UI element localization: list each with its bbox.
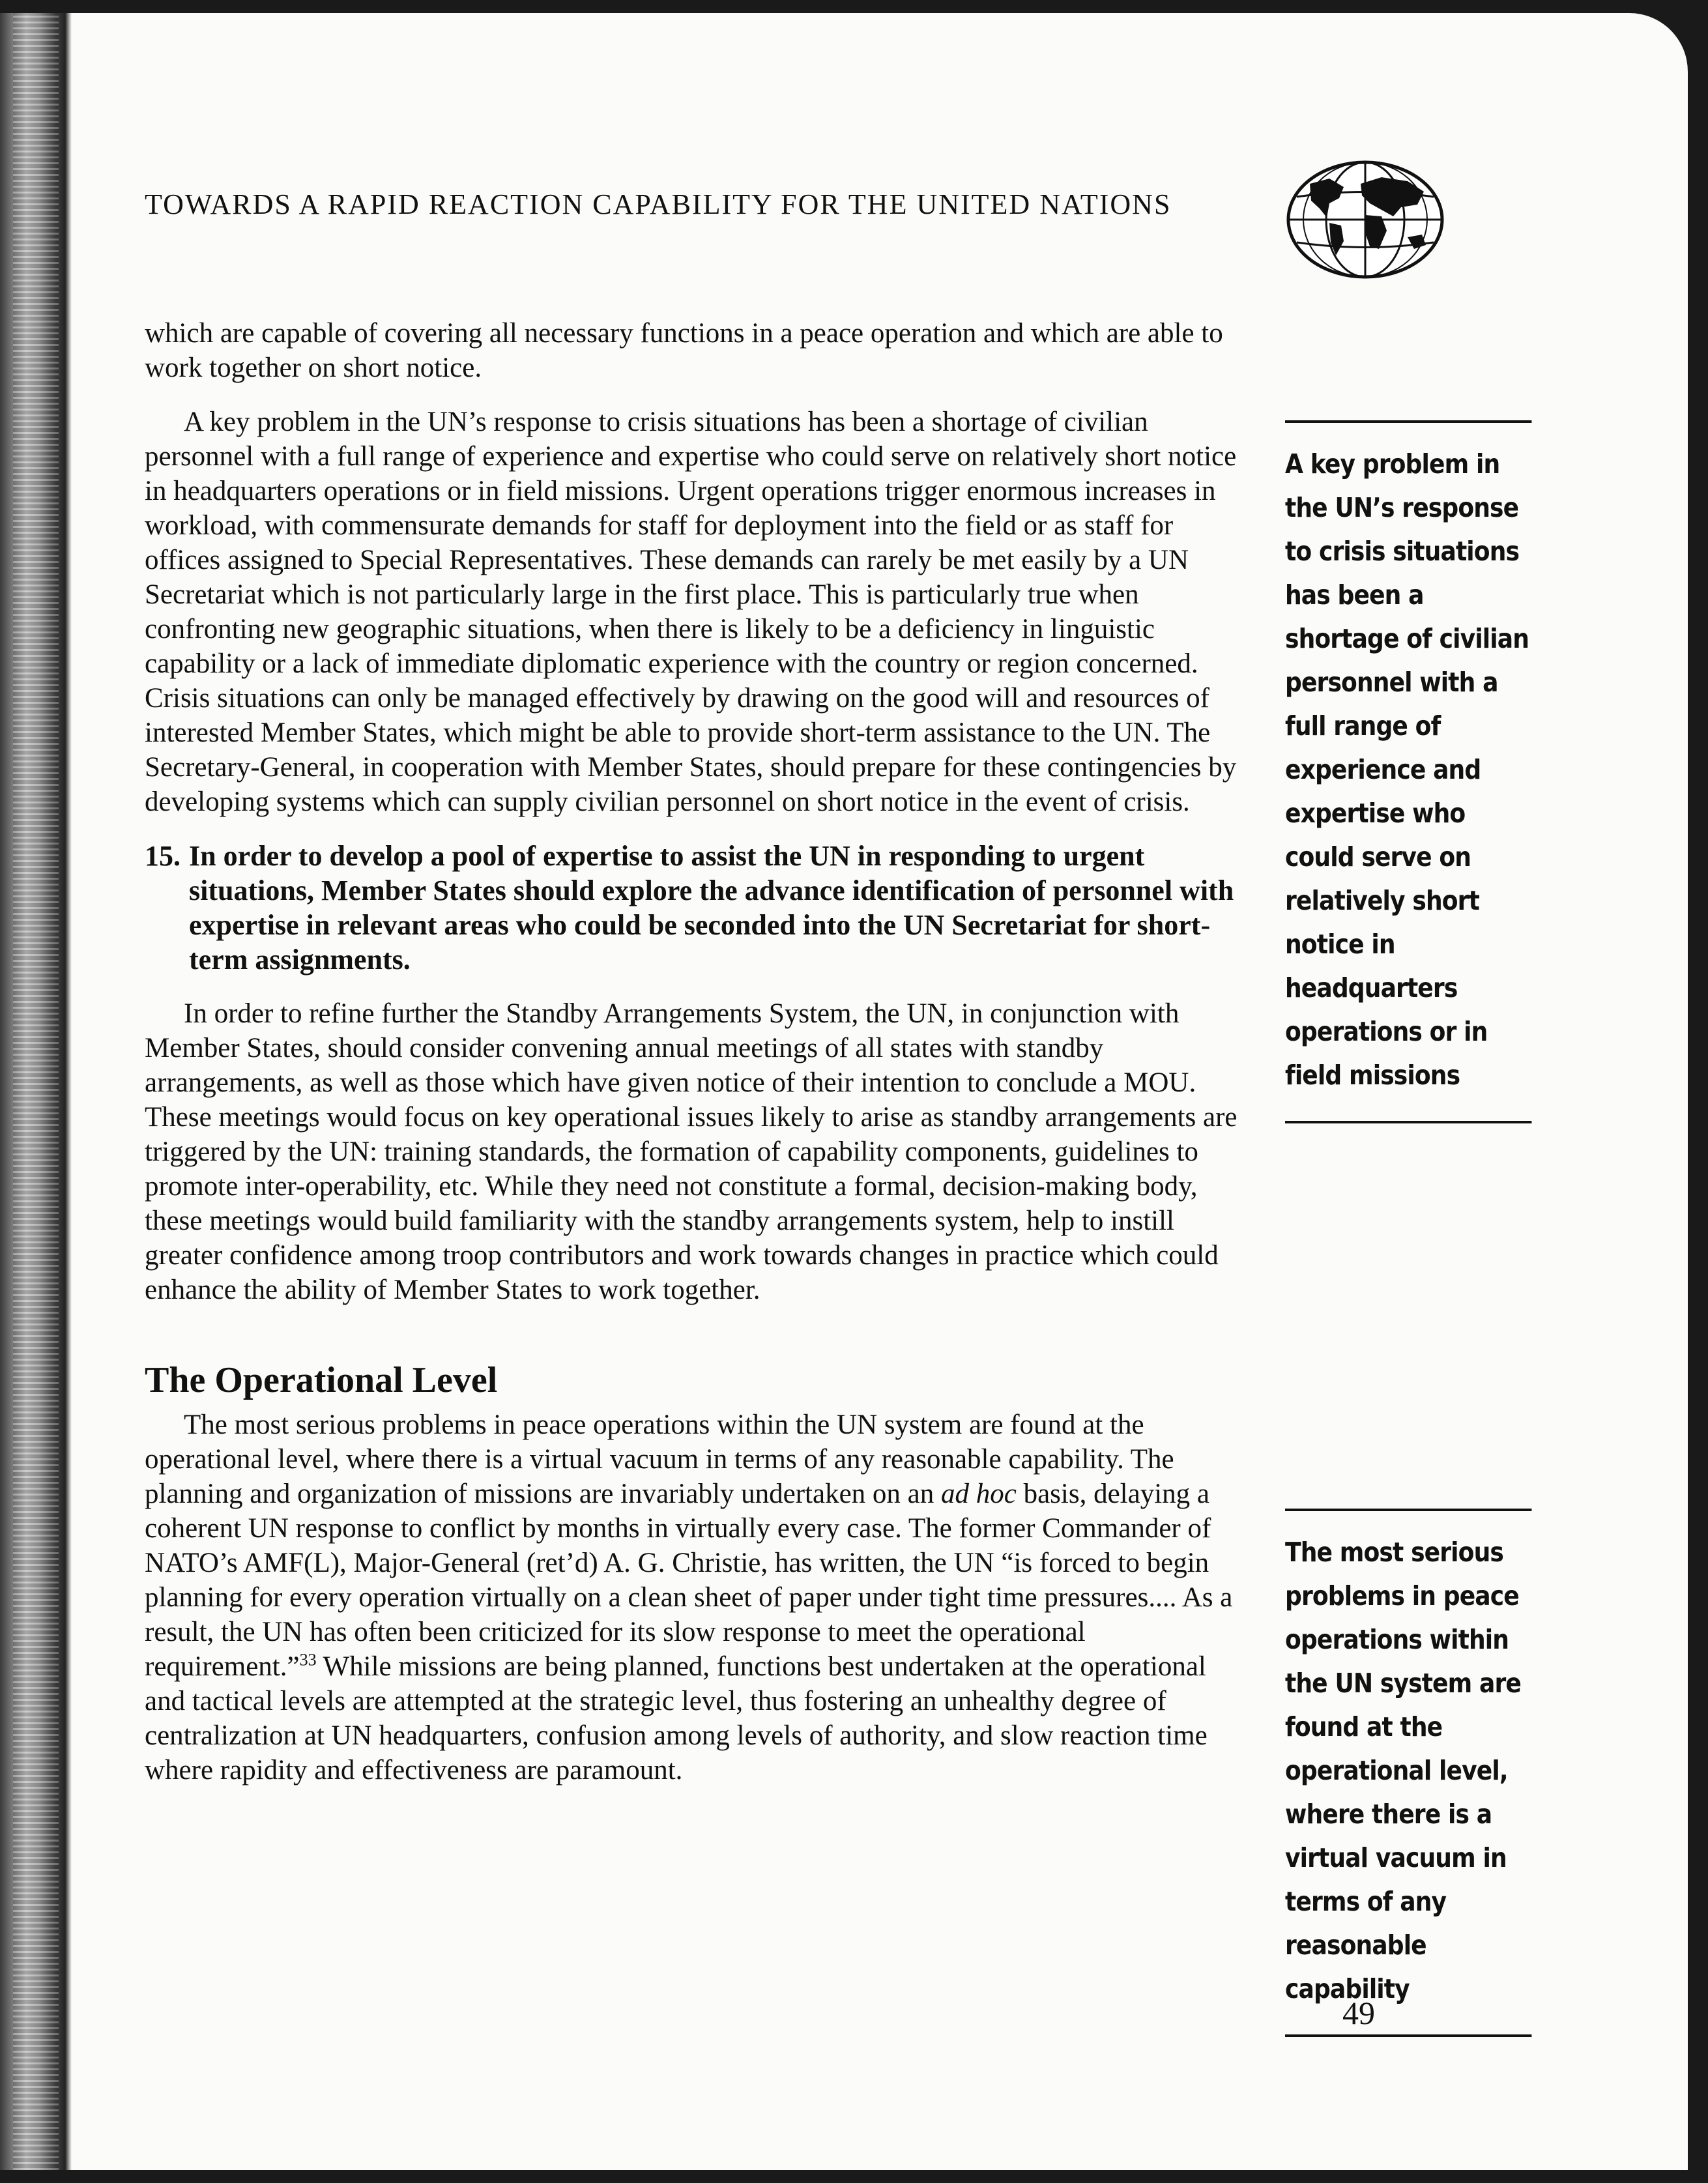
paragraph-key-problem: A key problem in the UN’s response to crisis situations has been a shortage of civilian personnel with a full range of experience and expertise who could serve on relatively short notice in headquarters operations or in field missions. Urgent operations trigger enormous increases in workload, with commensurate demands for staff for deployment into the field or as staff for offices assigned to Special Representatives. These demands can rarely be met easily by a UN Secretariat which is not particularly large in the first place. This is particularly true when confronting new geographic situations, when there is likely to be a deficiency in linguistic capability or a lack of immediate diplomatic experience with the country or region concerned. Crisis situations can only be managed effectively by drawing on the good will and resources of interested Member States, which might be able to provide short-term assistance to the UN. The Secretary-General, in cooperation with Member States, should prepare for these contingencies by developing systems which can supply civilian personnel on short notice in the event of crisis. <box>145 407 1237 817</box>
recommendation-15 <box>145 839 1239 977</box>
paragraph-continued: which are capable of covering all necessary functions in a peace operation and which are able to work together on short notice. <box>145 318 1223 383</box>
document-page <box>0 13 1688 2170</box>
page-number: 49 <box>1342 1995 1375 2031</box>
recommendation-text: In order to develop a pool of expertise to assist the UN in responding to urgent situations, Member States should explore the advance identification of personnel with expertise in relevant areas who could be seconded into the UN Secretariat for short-term assignments. <box>189 840 1234 976</box>
section-heading: The Operational Level <box>145 1360 498 1400</box>
spine-texture <box>13 13 59 2170</box>
footnote-marker: 33 <box>299 1650 317 1670</box>
book-spine-shadow <box>0 13 72 2170</box>
globe-icon <box>1284 158 1447 282</box>
paragraph-operational <box>145 1408 1239 1787</box>
recommendation-number: 15. <box>145 840 181 872</box>
pull-quote-operational: The most serious problems in peace operations within the UN system are found at the operational level, where there is a virtual vacuum in terms of any reasonable capability <box>1285 1509 1531 2037</box>
running-head: TOWARDS A RAPID REACTION CAPABILITY FOR THE UNITED NATIONS <box>145 188 1172 220</box>
paragraph-standby: In order to refine further the Standby Arrangements System, the UN, in conjunction with Member States, should consider convening annual meetings of all states with standby arrangements, as well as those which have given notice of their intention to conclude a MOU. These meetings would focus on key operational issues likely to arise as standby arrangements are triggered by the UN: training standards, the formation of capability components, guidelines to promote inter-operability, etc. While they need not constitute a formal, decision-making body, these meetings would build familiarity with the standby arrangements system, help to instill greater confidence among troop contributors and work towards changes in practice which could enhance the ability of Member States to work together. <box>145 998 1238 1305</box>
italic-ad-hoc: ad hoc <box>941 1479 1017 1509</box>
paragraph-operational-part1: The most serious problems in peace operations within the UN system are found at the operational level, where there is a virtual vacuum in terms of any reasonable capability. The planning and organization of missions are invariably undertaken on an <box>145 1410 1174 1509</box>
main-column <box>145 316 1239 1807</box>
paragraph-operational-part2: basis, delaying a coherent UN response to conflict by months in virtually every case. The former Commander of NATO’s AMF(L), Major-General (ret’d) A. G. Christie, has written, the UN “is forced to begin planning for every operation virtually on a clean sheet of paper under tight time pressures.... As a result, the UN has often been criticized for its slow response to meet the operational requirement.” <box>145 1479 1233 1682</box>
pull-quote-key-problem: A key problem in the UN’s response to crisis situations has been a shortage of civilian personnel with a full range of experience and expertise who could serve on relatively short notice in headquarters operations or in field missions <box>1285 420 1531 1123</box>
paragraph-operational-part3: While missions are being planned, functions best undertaken at the operational and tactical levels are attempted at the strategic level, thus fostering an unhealthy degree of centralization at UN headquarters, confusion among levels of authority, and slow reaction time where rapidity and effectiveness are paramount. <box>145 1651 1208 1785</box>
